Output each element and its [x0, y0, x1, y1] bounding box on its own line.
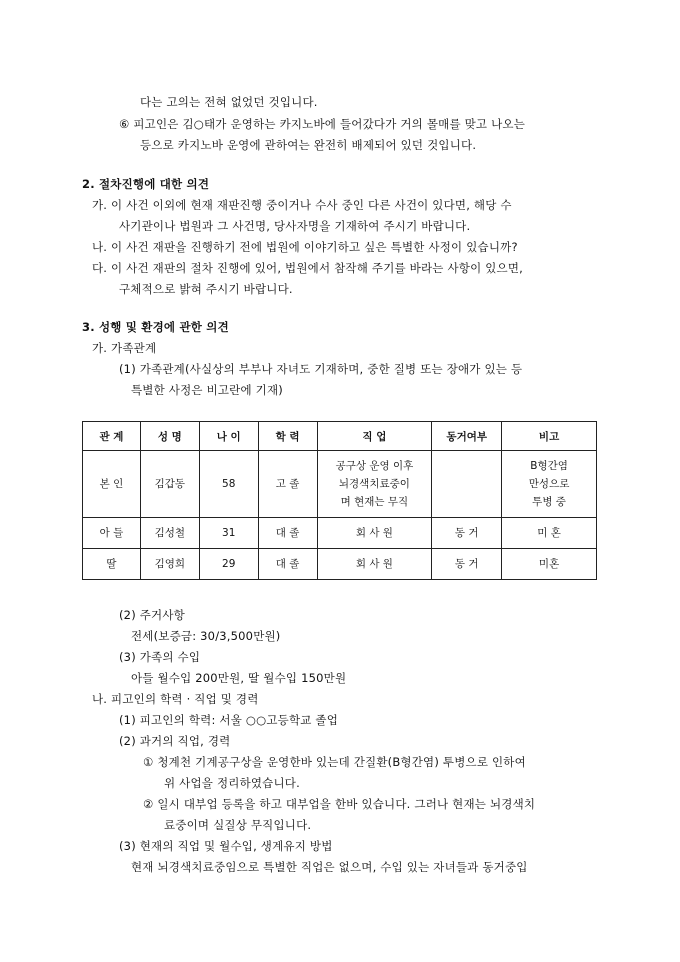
cell-age: 29: [199, 549, 258, 580]
family-table: [82, 421, 597, 580]
table-row: [83, 518, 597, 549]
cell-line: 투병 중: [532, 496, 566, 508]
header-cell: 비고: [502, 422, 597, 451]
cell-line: 뇌경색치료중이: [338, 478, 410, 490]
header-cell: 나 이: [199, 422, 258, 451]
text-line: (1) 피고인의 학력: 서울 ○○고등학교 졸업: [119, 713, 339, 727]
section-2-heading: 2. 절차진행에 대한 의견: [82, 177, 210, 191]
cell-relation: 아 들: [83, 518, 141, 549]
cell-occupation: 회 사 원: [317, 518, 432, 549]
cell-age: 58: [199, 451, 258, 518]
text-line: 구체적으로 밝혀 주시기 바랍니다.: [119, 282, 293, 296]
cell-name: 김성철: [140, 518, 199, 549]
text-line: ② 일시 대부업 등록을 하고 대부업을 한바 있습니다. 그러나 현재는 뇌경색치: [143, 797, 536, 811]
cell-line: B형간염: [530, 460, 568, 472]
text-line: ① 청계천 기계공구상을 운영한바 있는데 간질환(B형간염) 투병으로 인하여: [143, 755, 526, 769]
text-line: ⑥ 피고인은 김○태가 운영하는 카지노바에 들어갔다가 거의 몰매를 맞고 나오는: [119, 117, 526, 131]
header-cell: 동거여부: [432, 422, 502, 451]
cell-name: 김갑동: [140, 451, 199, 518]
table-row: [83, 549, 597, 580]
cell-cohabitation: 동 거: [432, 549, 502, 580]
text-line: 위 사업을 정리하였습니다.: [164, 776, 300, 790]
cell-note: [502, 451, 597, 518]
text-line: 사기관이나 법원과 그 사건명, 당사자명을 기재하여 주시기 바랍니다.: [119, 219, 471, 233]
cell-line: 만성으로: [528, 478, 570, 490]
cell-relation: 본 인: [83, 451, 141, 518]
text-line: (3) 현재의 직업 및 월수입, 생계유지 방법: [119, 839, 333, 853]
text-line: (2) 주거사항: [119, 608, 185, 622]
text-line: 현재 뇌경색치료중임으로 특별한 직업은 없으며, 수입 있는 자녀들과 동거중입: [131, 860, 528, 874]
cell-note: 미 혼: [502, 518, 597, 549]
cell-note: 미혼: [502, 549, 597, 580]
cell-line: 공구상 운영 이후: [335, 460, 414, 472]
text-line: 료중이며 실질상 무직입니다.: [164, 818, 312, 832]
text-line: 나. 이 사건 재판을 진행하기 전에 법원에 이야기하고 싶은 특별한 사정이 있습니까?: [92, 240, 518, 254]
cell-cohabitation: 동 거: [432, 518, 502, 549]
text-line: 전세(보증금: 30/3,500만원): [131, 629, 281, 643]
cell-name: 김영희: [140, 549, 199, 580]
cell-education: 대 졸: [258, 549, 317, 580]
cell-age: 31: [199, 518, 258, 549]
text-line: (3) 가족의 수입: [119, 650, 201, 664]
header-cell: 관 계: [83, 422, 141, 451]
cell-relation: 딸: [83, 549, 141, 580]
cell-line: 며 현재는 무직: [340, 496, 409, 508]
cell-occupation: 회 사 원: [317, 549, 432, 580]
text-line: 다는 고의는 전혀 없었던 것입니다.: [140, 95, 318, 109]
text-line: 다. 이 사건 재판의 절차 진행에 있어, 법원에서 참작해 주기를 바라는 사항이 있으면,: [92, 261, 524, 275]
text-line: 특별한 사정은 비고란에 기재): [131, 383, 283, 397]
cell-education: 고 졸: [258, 451, 317, 518]
table-row: [83, 451, 597, 518]
header-cell: 직 업: [317, 422, 432, 451]
cell-education: 대 졸: [258, 518, 317, 549]
cell-occupation: [317, 451, 432, 518]
text-line: 나. 피고인의 학력 · 직업 및 경력: [92, 692, 259, 706]
text-line: 가. 이 사건 이외에 현재 재판진행 중이거나 수사 중인 다른 사건이 있다면, 해당 수: [92, 198, 512, 212]
text-line: 등으로 카지노바 운영에 관하여는 완전히 배제되어 있던 것입니다.: [140, 138, 477, 152]
text-line: 가. 가족관계: [92, 341, 157, 355]
section-3-heading: 3. 성행 및 환경에 관한 의견: [82, 320, 229, 334]
text-line: (1) 가족관계(사실상의 부부나 자녀도 기재하며, 중한 질병 또는 장애가 있는 등: [119, 362, 523, 376]
text-line: 아들 월수입 200만원, 딸 월수입 150만원: [131, 671, 347, 685]
table-header-row: [83, 422, 597, 451]
header-cell: 성 명: [140, 422, 199, 451]
header-cell: 학 력: [258, 422, 317, 451]
text-line: (2) 과거의 직업, 경력: [119, 734, 231, 748]
cell-cohabitation: [432, 451, 502, 518]
